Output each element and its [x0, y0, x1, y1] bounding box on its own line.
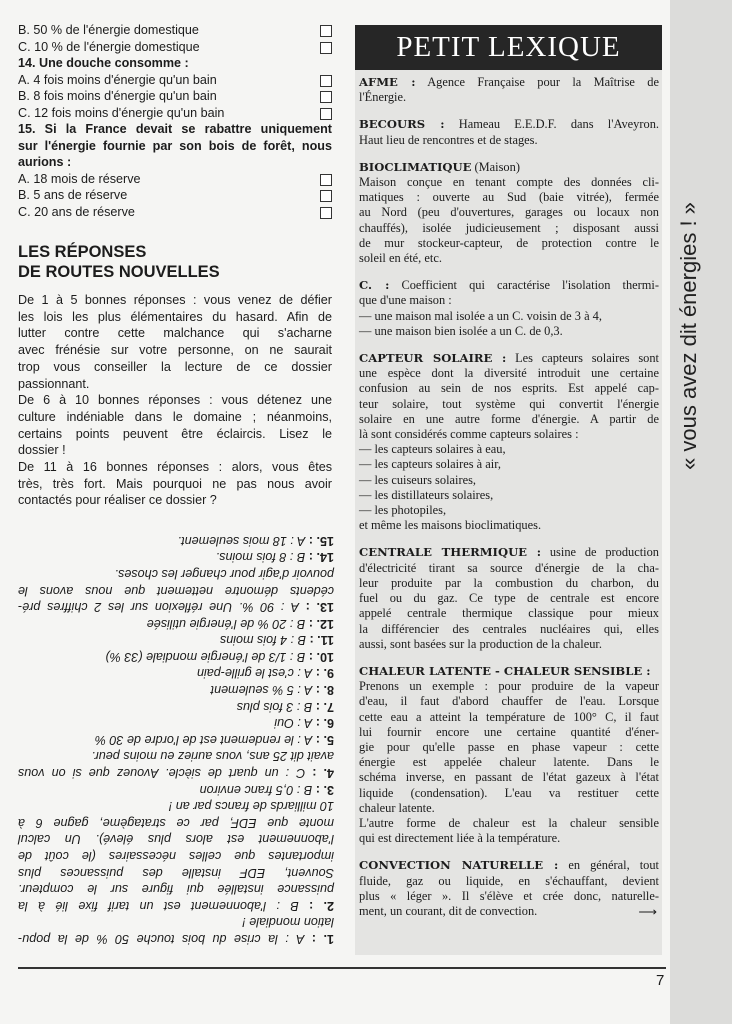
definition-text: Maison conçue en tenant compte des données cli- [359, 175, 659, 190]
answer-line [18, 715, 334, 732]
text-line: culture indéniable dans le domaine ; néanmoins, [18, 409, 332, 424]
answer-line [18, 598, 334, 615]
option-text: B. 50 % de l'énergie domestique [18, 23, 199, 37]
lexique-term: CHALEUR LATENTE - CHALEUR SENSIBLE : [359, 663, 651, 678]
answer-option [18, 105, 332, 122]
definition-text: Agence Française pour la Maîtrise de [415, 75, 660, 89]
answer-number: 2. : [298, 898, 334, 913]
answer-number: 13. : [298, 599, 334, 614]
lexique-entry [359, 117, 659, 147]
definition-text: aussi, sont basées sur la production de la chaleur. [359, 636, 602, 651]
answer-line [18, 897, 334, 914]
lexique-term: BIOCLIMATIQUE [359, 159, 472, 174]
page-number: 7 [656, 972, 665, 989]
text-line [359, 190, 659, 205]
response-paragraph [18, 392, 332, 459]
text-line [359, 412, 659, 427]
option-text: A. 18 mois de réserve [18, 171, 141, 186]
answer-option [18, 22, 332, 39]
definition-text: L'autre forme de chaleur est la chaleur sensible [359, 815, 659, 830]
answer-line [18, 632, 334, 649]
definition-text: (Maison) [471, 159, 520, 174]
definition-text: l'Énergie. [359, 90, 407, 105]
answer-text: pouvoir d'agir pour changer les choses. [114, 566, 334, 581]
definition-text: lui fournir encore une certaine quantité d'éner- [359, 724, 659, 739]
option-text: sur l'énergie fournie par son bois de forêt, nous [18, 138, 332, 153]
text-line [359, 679, 659, 694]
text-line [359, 694, 659, 709]
definition-text: Les capteurs solaires sont [506, 351, 659, 366]
answer-line [18, 880, 334, 897]
footer-rule [18, 967, 666, 969]
text-line: trop vous conseiller la lecture de ce dossier [18, 359, 332, 374]
answer-text: B : l'abonnement est un tarif fixe lié à la [18, 898, 299, 913]
definition-text: chaleur latente. [359, 800, 435, 815]
definition-text: soleil en été, etc. [359, 251, 442, 266]
text-line [359, 293, 659, 308]
definition-text: cette eau a atteint la température de 100° C, il faut [359, 709, 659, 724]
answer-option [18, 171, 332, 188]
lexique-term: AFME : [359, 75, 416, 89]
answer-line [18, 565, 334, 582]
definition-text: — les distillateurs solaires, [359, 487, 494, 502]
definition-text: appelé centrale thermique classique pour mieux [359, 606, 659, 621]
continue-arrow-icon: ⟶ [638, 903, 657, 919]
answer-text: Souvent, EDF installe des puissances plus [18, 865, 334, 880]
answer-number: 7. : [312, 699, 334, 714]
definition-text: en général, tout [558, 858, 659, 873]
definition-text: chauffés), isolée judicieusement ; disposant aussi [359, 220, 659, 235]
lexique-term: BECOURS : [359, 117, 445, 132]
left-column [18, 22, 332, 509]
checkbox[interactable] [320, 42, 332, 54]
answer-number: 15. : [305, 533, 334, 548]
responses-heading-line-2: DE ROUTES NOUVELLES [18, 263, 220, 281]
definition-text: que d'une maison : [359, 293, 452, 308]
answer-text: B : 1/3 de l'énergie mondiale (33 %) [105, 649, 306, 664]
answer-number: 10. : [305, 649, 334, 664]
text-line [359, 175, 659, 190]
text-line: De 11 à 16 bonnes réponses : alors, vous êtes [18, 460, 332, 475]
answer-line [18, 698, 334, 715]
lexique-entries [355, 70, 662, 919]
responses-heading [18, 242, 332, 282]
answer-line [18, 665, 334, 682]
text-line [359, 236, 659, 251]
answer-text: l'abonnement est alors plus élevé). Un calcul [18, 832, 334, 847]
lexique-entry [359, 278, 659, 339]
definition-text: d'électricité tirant sa source d'énergie de la cha- [359, 560, 659, 575]
answer-line [18, 731, 334, 748]
text-line [359, 473, 659, 488]
text-line [359, 561, 659, 576]
text-line [359, 710, 659, 725]
text-line [359, 117, 659, 132]
checkbox[interactable] [320, 25, 332, 37]
text-line: certains points peuvent être éclaircis. Lisez le [18, 426, 332, 441]
definition-text: et même les maisons bioclimatiques. [359, 518, 542, 533]
definition-text: plus « léger ». Il s'élève et crée donc, naturelle- [359, 888, 659, 903]
answer-line [18, 681, 334, 698]
definition-text: Prenons un exemple : pour produire de la vapeur [359, 679, 659, 694]
text-line [359, 251, 659, 266]
definition-text: — les capteurs solaires à eau, [359, 442, 506, 457]
text-line [359, 755, 659, 770]
checkbox[interactable] [320, 174, 332, 186]
text-line [359, 606, 659, 621]
text-line [359, 427, 659, 442]
answer-number: 5. : [312, 732, 334, 747]
text-line [359, 591, 659, 606]
text-line [359, 740, 659, 755]
answer-line [18, 930, 334, 947]
text-line [359, 889, 659, 904]
lexique-term: CONVECTION NATURELLE : [359, 858, 559, 873]
definition-text: leur produite par la combustion du charbon, du [359, 575, 659, 590]
answer-text: B : 20 % de l'énergie utilisée [146, 616, 306, 631]
text-line [359, 786, 659, 801]
text-line: De 1 à 5 bonnes réponses : vous venez de défier [18, 293, 332, 307]
definition-text: d'eau, il faut d'abord chauffer de l'eau. Lorsque [359, 694, 659, 709]
definition-text: une espèce dont la diversité introduit une certaine [359, 366, 659, 381]
text-line [359, 160, 659, 175]
text-line [359, 831, 659, 846]
answer-text: 10 milliards de francs par an ! [168, 799, 334, 814]
text-line: contactés pour réaliser ce dossier ? [18, 493, 217, 508]
definition-text: fluide, gaz ou liquide, en s'échauffant, devient [359, 873, 659, 888]
answer-line [18, 798, 334, 815]
answer-number: 14. : [305, 550, 334, 565]
answer-number: 3. : [312, 782, 334, 797]
lexique-entry [359, 351, 659, 533]
lexique-entry [359, 160, 659, 266]
answer-text: B : 8 fois moins. [215, 550, 306, 565]
definition-text: — les photopiles, [359, 503, 447, 518]
definition-text: gie pour qu'elle passe en phase vapeur : cette [359, 739, 659, 754]
option-text: 14. Une douche consomme : [18, 56, 189, 70]
lexique-entry [359, 75, 659, 105]
text-line [359, 874, 659, 889]
text-line: De 6 à 10 bonnes réponses : vous détenez une [18, 393, 332, 408]
definition-text: liquide (condensation). L'eau va restituer cette [359, 785, 659, 800]
option-text: aurions : [18, 155, 72, 169]
responses-heading-line-1: LES RÉPONSES [18, 243, 147, 261]
text-line [359, 488, 659, 503]
text-line [359, 904, 659, 919]
definition-text: — une maison bien isolée a un C. de 0,3. [359, 323, 563, 338]
upside-down-answers [18, 532, 334, 947]
answer-line [18, 582, 334, 599]
text-line: passionnant. [18, 376, 90, 391]
answer-line [18, 914, 334, 931]
question-line [18, 55, 332, 72]
text-line [359, 816, 659, 831]
text-line [359, 397, 659, 412]
answer-number: 12. : [305, 616, 334, 631]
answer-text: B : 4 fois moins [219, 633, 306, 648]
text-line [359, 801, 659, 816]
definition-text: qui est directement liée à la température. [359, 831, 561, 846]
text-line [359, 637, 659, 652]
answer-text: C : un quart de siècle. Avouez que si on vous [18, 765, 306, 780]
answer-text: A : c'est le grille-pain [196, 666, 313, 681]
checkbox[interactable] [320, 207, 332, 219]
definition-text: au Nord (peu d'ouvertures, garages ou locaux non [359, 205, 659, 220]
text-line [359, 366, 659, 381]
checkbox[interactable] [320, 108, 332, 120]
text-line [359, 545, 659, 560]
text-line: lutter contre cette malchance qui s'acharne [18, 326, 332, 341]
text-line: les lois les plus élémentaires du hasard. Afin de [18, 309, 332, 324]
answer-line [18, 814, 334, 831]
answer-option [18, 72, 332, 89]
answer-option [18, 187, 332, 204]
lexique-entry [359, 858, 659, 919]
answer-line [18, 764, 334, 781]
answer-text: monte que EDF, par ce stratagème, gagne 6 à [18, 815, 334, 830]
option-text: C. 10 % de l'énergie domestique [18, 39, 200, 54]
checkbox[interactable] [320, 75, 332, 87]
text-line [359, 381, 659, 396]
answer-number: 1. : [304, 931, 334, 946]
definition-text: — les capteurs solaires à air, [359, 457, 501, 472]
answer-number: 6. : [312, 716, 334, 731]
responses-text [18, 292, 332, 509]
definition-text: — une maison mal isolée a un C. voisin de 3 à 4, [359, 308, 602, 323]
text-line [359, 221, 659, 236]
text-line [359, 278, 659, 293]
answer-text: lation mondiale ! [242, 915, 334, 930]
definition-text: Hameau E.E.D.F. dans l'Aveyron. [444, 117, 659, 132]
answer-option [18, 39, 332, 56]
answer-text: A : 18 mois seulement. [177, 533, 306, 548]
petit-lexique-box [355, 25, 662, 955]
quiz-questions [18, 22, 332, 220]
answer-number: 9. : [312, 666, 334, 681]
option-text: C. 12 fois moins d'énergie qu'un bain [18, 105, 225, 120]
definition-text: schéma inverse, en passant de l'état gazeux à l'état [359, 770, 659, 785]
answer-text: A : le rendement est de l'ordre de 30 % [94, 732, 313, 747]
text-line [359, 664, 659, 679]
option-text: B. 5 ans de réserve [18, 188, 128, 202]
answer-line [18, 648, 334, 665]
lexique-term: CENTRALE THERMIQUE : [359, 545, 542, 560]
definition-text: la différencier des centrales nucléaires qui, elles [359, 621, 659, 636]
answer-text: A : 5 % seulement [210, 682, 313, 697]
answer-line [18, 847, 334, 864]
text-line [359, 457, 659, 472]
answer-text: A : la crise du bois touche 50 % de la popu- [18, 931, 305, 946]
text-line [359, 576, 659, 591]
response-paragraph [18, 292, 332, 392]
lexique-title: PETIT LEXIQUE [355, 25, 662, 70]
text-line [359, 205, 659, 220]
question-line [18, 154, 332, 171]
definition-text: énergie est appelée chaleur latente. Dans le [359, 755, 659, 770]
answer-text: B : 0,5 franc environ [199, 782, 313, 797]
answer-line [18, 615, 334, 632]
definition-text: Coefficient qui caractérise l'isolation thermi- [389, 278, 659, 293]
answer-text: A : Oui [274, 716, 313, 731]
answer-line [18, 532, 334, 549]
text-line [359, 351, 659, 366]
lexique-entry [359, 545, 659, 651]
option-text: 15. Si la France devait se rabattre uniquement [18, 122, 332, 136]
definition-text: matiques : ouverte au Sud (baie vitrée), fermée [359, 190, 659, 205]
option-text: B. 8 fois moins d'énergie qu'un bain [18, 89, 217, 103]
answer-number: 8. : [312, 682, 334, 697]
answer-text: puissance installée qui figure sur le compteur. [18, 882, 334, 897]
definition-text: usine de production [541, 545, 660, 560]
question-line [18, 138, 332, 155]
definition-text: teur solaire, tout système qui convertit l'énergie [359, 396, 659, 411]
lexique-term: C. : [359, 278, 390, 293]
definition-text: Haut lieu de rencontres et de stages. [359, 132, 538, 147]
text-line: avec frénésie sur votre personne, on ne saurait [18, 343, 332, 358]
text-line [359, 503, 659, 518]
answer-text: B : 3 fois plus [236, 699, 313, 714]
text-line [359, 324, 659, 339]
definition-text: là sont considérés comme capteurs solaires : [359, 427, 579, 442]
definition-text: — les cuiseurs solaires, [359, 472, 476, 487]
option-text: A. 4 fois moins d'énergie qu'un bain [18, 72, 217, 87]
option-text: C. 20 ans de réserve [18, 204, 135, 219]
margin-title: « vous avez dit énergies ! » [676, 202, 701, 470]
checkbox[interactable] [320, 190, 332, 202]
answer-number: 4. : [305, 765, 334, 780]
text-line [359, 622, 659, 637]
definition-text: ment, un courant, dit de convection. [359, 903, 538, 918]
answer-option [18, 204, 332, 221]
answer-line [18, 781, 334, 798]
text-line [359, 75, 659, 90]
lexique-term: CAPTEUR SOLAIRE : [359, 351, 507, 366]
definition-text: fuel ou du gaz. Ce type de centrale est encore [359, 591, 659, 606]
answer-text: importantes que celles nécessaires (le coût de [18, 848, 334, 863]
text-line: dossier ! [18, 443, 66, 458]
answer-number: 11. : [305, 633, 334, 648]
answer-line [18, 864, 334, 881]
answer-line [18, 549, 334, 566]
definition-text: confusion au sein de nos esprits. Est appelé cap- [359, 381, 659, 396]
answer-line [18, 831, 334, 848]
lexique-entry [359, 664, 659, 846]
definition-text: de mur stockeur-capteur, de protection contre le [359, 235, 659, 250]
response-paragraph [18, 459, 332, 509]
answer-line [18, 748, 334, 765]
question-line [18, 121, 332, 138]
answer-text: A : 90 %. Une réflexion sur les 2 chiffres pré- [18, 599, 299, 614]
text-line [359, 770, 659, 785]
answer-text: avait dit 25 ans, vous auriez eu moins peur. [91, 749, 334, 764]
text-line: très, très fort. Mais pourquoi ne pas nous avoir [18, 476, 332, 491]
text-line [359, 442, 659, 457]
text-line [359, 309, 659, 324]
checkbox[interactable] [320, 91, 332, 103]
text-line [359, 518, 659, 533]
text-line [359, 858, 659, 873]
definition-text: solaire en une autre forme d'énergie. A partir de [359, 411, 659, 426]
text-line [359, 725, 659, 740]
text-line [359, 90, 659, 105]
text-line [359, 133, 659, 148]
answer-text: cédents démontre nettement que nous avons le [18, 583, 334, 598]
answer-option [18, 88, 332, 105]
